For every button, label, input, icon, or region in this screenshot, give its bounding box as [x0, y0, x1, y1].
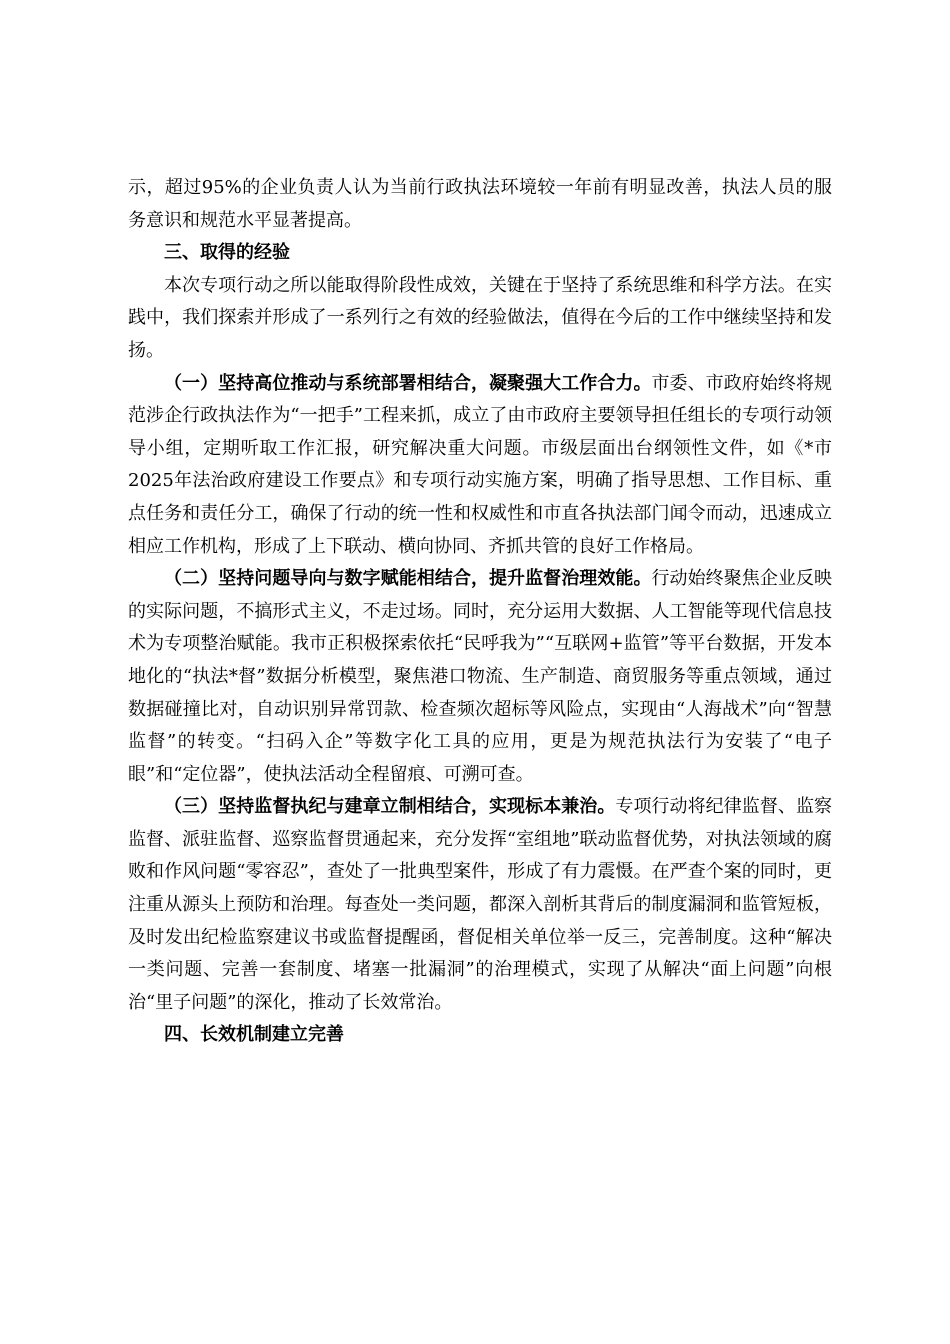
experience-item-1-lead: （一）坚持高位推动与系统部署相结合，凝聚强大工作合力。: [164, 372, 652, 394]
experience-item-2: [128, 563, 832, 791]
section-3-intro: 本次专项行动之所以能取得阶段性成效，关键在于坚持了系统思维和科学方法。在实践中，我们探索并形成了一系列行之有效的经验做法，值得在今后的工作中继续坚持和发扬。: [128, 274, 832, 361]
section-heading-4: 四、长效机制建立完善: [164, 1024, 344, 1046]
experience-item-1-body: 市委、市政府始终将规范涉企行政执法作为“一把手”工程来抓，成立了由市政府主要领导担任组长的专项行动领导小组，定期听取工作汇报，研究解决重大问题。市级层面出台纲领性文件，如《*市2025年法治政府建设工作要点》和专项行动实施方案，明确了指导思想、工作目标、重点任务和责任分工，确保了行动的统一性和权威性和市直各执法部门闻令而动，迅速成立相应工作机构，形成了上下联动、横向协同、齐抓共管的良好工作格局。: [128, 372, 832, 557]
experience-item-3: [128, 791, 832, 1019]
document-body: [128, 172, 832, 1052]
paragraph-continuation: 示，超过95%的企业负责人认为当前行政执法环境较一年前有明显改善，执法人员的服务意识和规范水平显著提高。: [128, 177, 832, 231]
experience-item-3-lead: （三）坚持监督执纪与建章立制相结合，实现标本兼治。: [164, 796, 616, 818]
experience-item-1: [128, 368, 832, 564]
experience-item-2-lead: （二）坚持问题导向与数字赋能相结合，提升监督治理效能。: [164, 568, 652, 590]
experience-item-3-body: 专项行动将纪律监督、监察监督、派驻监督、巡察监督贯通起来，充分发挥“室组地”联动监督优势，对执法领域的腐败和作风问题“零容忍”，查处了一批典型案件，形成了有力震慑。在严查个案的同时，更注重从源头上预防和治理。每查处一类问题，都深入剖析其背后的制度漏洞和监管短板，及时发出纪检监察建议书或监督提醒函，督促相关单位举一反三，完善制度。这种“解决一类问题、完善一套制度、堵塞一批漏洞”的治理模式，实现了从解决“面上问题”向根治“里子问题”的深化，推动了长效常治。: [128, 796, 833, 1013]
experience-item-2-body: 行动始终聚焦企业反映的实际问题，不搞形式主义，不走过场。同时，充分运用大数据、人工智能等现代信息技术为专项整治赋能。我市正积极探索依托“民呼我为”“互联网+监管”等平台数据，开发本地化的“执法*督”数据分析模型，聚焦港口物流、生产制造、商贸服务等重点领域，通过数据碰撞比对，自动识别异常罚款、检查频次超标等风险点，实现由“人海战术”向“智慧监督”的转变。“扫码入企”等数字化工具的应用，更是为规范执法行为安装了“电子眼”和“定位器”，使执法活动全程留痕、可溯可查。: [128, 568, 832, 785]
section-heading-3: 三、取得的经验: [164, 242, 290, 264]
